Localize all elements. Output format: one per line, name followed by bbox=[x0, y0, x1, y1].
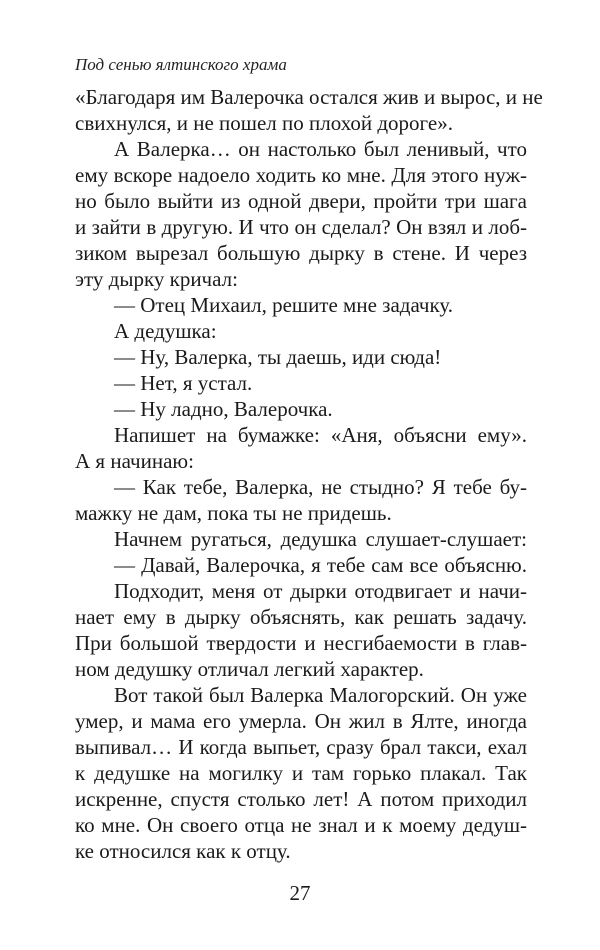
text-line: эту дырку кричал: bbox=[75, 267, 238, 291]
text-line: А Валерка… он настолько был ленивый, что bbox=[114, 137, 527, 161]
body-text bbox=[75, 84, 543, 864]
text-line: выпивал… И когда выпьет, сразу брал такси, ехал bbox=[75, 735, 527, 759]
text-line: ке относился как к отцу. bbox=[75, 839, 291, 863]
text-line: искренне, спустя столько лет! А потом приходил bbox=[75, 787, 527, 811]
text-line: и зайти в другую. И что он сделал? Он взял и лоб- bbox=[75, 215, 527, 239]
text-line: Напишет на бумажке: «Аня, объясни ему». bbox=[114, 423, 527, 447]
page-number: 27 bbox=[289, 881, 311, 905]
text-line: — Ну ладно, Валерочка. bbox=[114, 397, 333, 421]
text-line: «Благодаря им Валерочка остался жив и вырос, и не bbox=[75, 85, 543, 109]
running-header: Под сенью ялтинского храма bbox=[75, 55, 287, 74]
text-line: — Отец Михаил, решите мне задачку. bbox=[114, 293, 454, 317]
text-line: Начнем ругаться, дедушка слушает-слушает: bbox=[114, 527, 527, 551]
text-line: зиком вырезал большую дырку в стене. И через bbox=[75, 241, 527, 265]
text-line: А дедушка: bbox=[114, 319, 217, 343]
text-line: Подходит, меня от дырки отодвигает и начи- bbox=[114, 579, 527, 603]
text-line: — Ну, Валерка, ты даешь, иди сюда! bbox=[114, 345, 442, 369]
text-line: к дедушке на могилку и там горько плакал. Так bbox=[75, 761, 527, 785]
text-line: свихнулся, и не пошел по плохой дороге». bbox=[75, 111, 453, 135]
text-line: При большой твердости и несгибаемости в глав- bbox=[75, 631, 527, 655]
text-line: мажку не дам, пока ты не придешь. bbox=[75, 501, 392, 525]
text-line: нает ему в дырку объяснять, как решать задачу. bbox=[75, 605, 527, 629]
text-line: — Нет, я устал. bbox=[114, 371, 253, 395]
text-line: ном дедушку отличал легкий характер. bbox=[75, 657, 424, 681]
text-line: ему вскоре надоело ходить ко мне. Для этого нуж- bbox=[75, 163, 527, 187]
text-line: А я начинаю: bbox=[75, 449, 194, 473]
text-line: но было выйти из одной двери, пройти три шага bbox=[75, 189, 527, 213]
text-line: — Как тебе, Валерка, не стыдно? Я тебе бу- bbox=[114, 475, 527, 499]
text-line: — Давай, Валерочка, я тебе сам все объясню. bbox=[114, 553, 527, 577]
text-line: Вот такой был Валерка Малогорский. Он уже bbox=[114, 683, 527, 707]
text-line: ко мне. Он своего отца не знал и к моему дедуш- bbox=[75, 813, 527, 837]
text-line: умер, и мама его умерла. Он жил в Ялте, иногда bbox=[75, 709, 527, 733]
